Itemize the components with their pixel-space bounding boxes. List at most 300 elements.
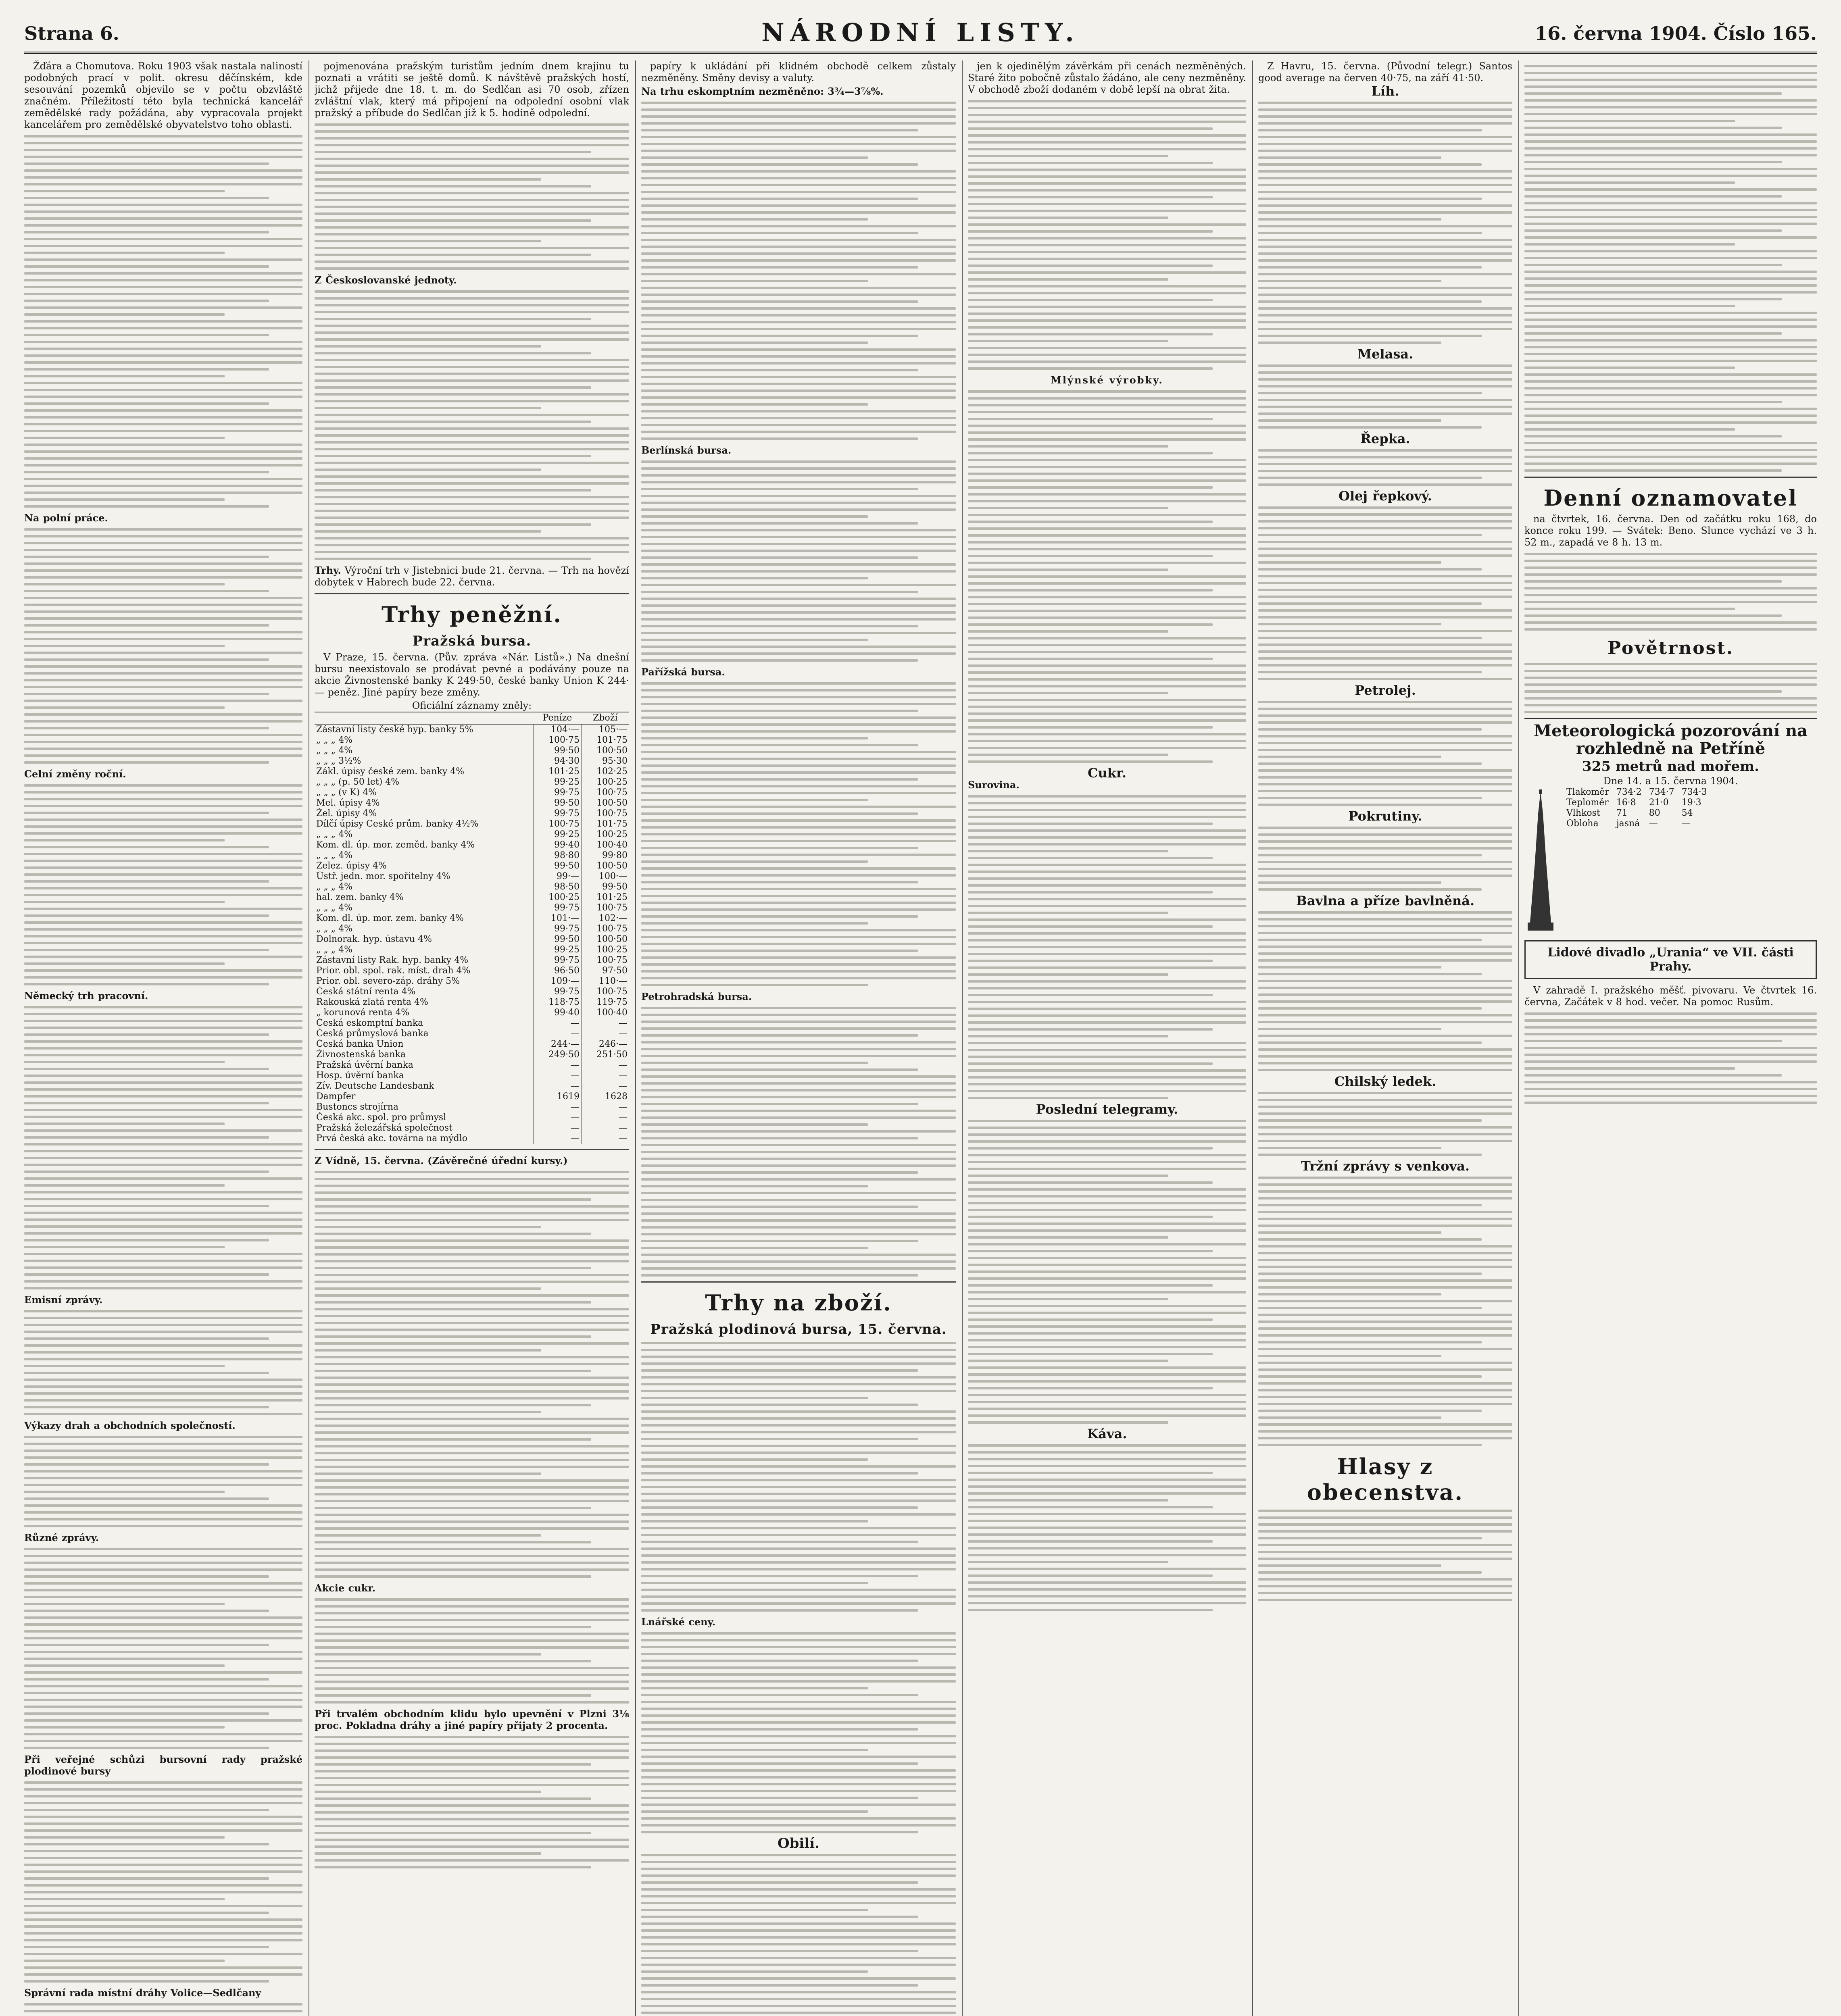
text-line xyxy=(1258,520,1512,523)
text-line xyxy=(315,1377,629,1379)
text-line xyxy=(641,840,956,842)
text-line xyxy=(1258,273,1512,275)
text-line xyxy=(641,300,918,303)
text-line xyxy=(1258,378,1512,381)
text-line xyxy=(1524,346,1817,348)
text-line xyxy=(24,375,225,377)
text-line xyxy=(1258,1564,1441,1567)
column-5 xyxy=(1258,60,1512,2016)
security-name: Mel. úpisy 4% xyxy=(316,798,380,808)
text-line xyxy=(1524,601,1817,603)
text-line xyxy=(315,1701,629,1704)
weather-value: 16·8 xyxy=(1616,798,1636,808)
text-line xyxy=(968,610,1246,612)
text-line xyxy=(968,1520,1246,1522)
text-line xyxy=(24,1719,302,1722)
text-line xyxy=(641,618,956,621)
security-name: „ „ „ 4% xyxy=(316,924,353,934)
text-line xyxy=(315,1322,629,1324)
text-line xyxy=(1258,1048,1512,1051)
text-line xyxy=(641,584,956,586)
text-line xyxy=(641,970,956,973)
text-line xyxy=(641,1027,956,1030)
text-line xyxy=(641,1854,956,1856)
text-line xyxy=(1524,367,1735,369)
text-line xyxy=(1258,575,1512,577)
text-line xyxy=(24,245,302,247)
text-block xyxy=(1258,449,1512,486)
text-line xyxy=(968,326,1246,329)
text-line xyxy=(315,1383,629,1386)
text-line xyxy=(641,915,918,918)
text-line xyxy=(968,891,1213,893)
text-line xyxy=(1524,236,1817,239)
text-line xyxy=(641,1007,956,1009)
text-line xyxy=(24,734,302,736)
text-line xyxy=(641,977,956,979)
text-line xyxy=(1524,1033,1817,1035)
text-block xyxy=(315,290,629,560)
text-line xyxy=(24,597,302,599)
text-line xyxy=(1258,776,1512,779)
text-line xyxy=(24,894,302,896)
price-cell: 99·50 xyxy=(582,882,630,892)
text-line xyxy=(315,1233,591,1235)
section-heading: Petrolej. xyxy=(1355,683,1416,698)
text-line xyxy=(968,630,1168,633)
security-name: Rakouská zlatá renta 4% xyxy=(316,997,428,1007)
text-line xyxy=(1258,769,1512,772)
text-line xyxy=(315,212,629,215)
price-cell: 246·— xyxy=(582,1039,630,1050)
text-line xyxy=(641,1362,956,1365)
text-line xyxy=(641,1110,956,1112)
text-line xyxy=(968,1229,1246,1232)
text-line xyxy=(24,1603,225,1605)
table-row xyxy=(315,945,629,955)
text-block xyxy=(315,1598,629,1704)
text-line xyxy=(1258,392,1482,394)
text-line xyxy=(315,462,629,464)
section-heading: Bavlna a příze bavlněná. xyxy=(1296,893,1475,908)
text-line xyxy=(1258,477,1482,479)
text-line xyxy=(968,1250,1213,1252)
text-line xyxy=(1524,229,1782,232)
table-row xyxy=(315,1050,629,1060)
text-line xyxy=(24,1260,302,1262)
text-line xyxy=(641,1742,956,1744)
text-line xyxy=(1524,560,1817,562)
masthead xyxy=(24,15,1817,54)
text-line xyxy=(24,1280,302,1283)
text-line xyxy=(1258,1007,1482,1010)
text-line xyxy=(24,631,302,633)
text-line xyxy=(968,196,1213,198)
text-line xyxy=(315,1472,541,1475)
text-block xyxy=(1524,663,1817,713)
text-line xyxy=(641,1694,918,1696)
text-line xyxy=(968,1133,1246,1136)
text-line xyxy=(641,867,956,870)
text-line xyxy=(968,1028,1213,1031)
text-line xyxy=(968,1236,1168,1239)
text-line xyxy=(968,1202,1246,1204)
price-cell: 99·80 xyxy=(582,850,630,861)
text-line xyxy=(968,155,1168,157)
text-line xyxy=(1524,1012,1817,1015)
text-line xyxy=(24,1450,302,1452)
text-line xyxy=(315,1507,591,1509)
text-line xyxy=(24,1399,302,1402)
text-line xyxy=(315,1653,541,1656)
text-line xyxy=(24,1637,302,1639)
text-line xyxy=(24,942,302,944)
text-line xyxy=(1258,561,1441,564)
text-line xyxy=(641,1240,918,1242)
text-line xyxy=(968,1380,1246,1383)
text-line xyxy=(24,1143,302,1145)
text-line xyxy=(315,1797,591,1800)
text-line xyxy=(641,888,956,890)
text-line xyxy=(1258,1041,1482,1044)
price-cell: 99·50 xyxy=(534,934,582,945)
price-cell: 100·75 xyxy=(582,955,630,966)
text-line xyxy=(641,163,918,166)
text-line xyxy=(968,534,1246,537)
text-line xyxy=(968,1485,1246,1488)
text-line xyxy=(641,1247,868,1249)
text-line xyxy=(1258,1599,1512,1601)
text-line xyxy=(24,1864,302,1866)
text-line xyxy=(315,254,591,256)
table-row xyxy=(315,924,629,934)
price-cell: 101·— xyxy=(534,913,582,924)
text-line xyxy=(968,548,1246,550)
text-line xyxy=(641,723,956,726)
text-line xyxy=(641,604,956,607)
security-name: Pražská úvěrní banka xyxy=(316,1060,413,1070)
text-line xyxy=(1258,300,1482,303)
text-line xyxy=(1258,589,1512,591)
text-line xyxy=(1258,294,1512,296)
text-line xyxy=(1524,697,1817,700)
text-line xyxy=(1258,406,1512,408)
text-line xyxy=(641,598,956,600)
text-line xyxy=(641,1137,918,1139)
text-line xyxy=(24,1061,225,1063)
price-cell: 119·75 xyxy=(582,997,630,1008)
text-line xyxy=(968,1083,1246,1085)
table-row xyxy=(315,903,629,913)
text-line xyxy=(641,1151,956,1153)
text-line xyxy=(641,936,956,938)
text-line xyxy=(24,727,269,729)
text-line xyxy=(1258,1523,1512,1526)
column-3 xyxy=(641,60,956,2016)
text-line xyxy=(1258,184,1512,186)
text-line xyxy=(24,921,302,924)
text-block xyxy=(315,1736,629,1868)
text-line xyxy=(24,1822,302,1825)
text-line xyxy=(1258,371,1512,374)
text-line xyxy=(1524,421,1817,424)
text-line xyxy=(641,1486,956,1488)
text-line xyxy=(641,1445,956,1447)
text-line xyxy=(968,1049,1246,1051)
text-line xyxy=(1258,1423,1512,1426)
text-line xyxy=(315,1274,629,1276)
price-cell: 100·25 xyxy=(582,777,630,787)
text-line xyxy=(1258,1245,1512,1248)
text-line xyxy=(641,1602,956,1605)
price-cell: 100·40 xyxy=(582,1008,630,1018)
price-cell: 99·75 xyxy=(534,924,582,934)
text-line xyxy=(315,1397,629,1400)
text-line xyxy=(641,1452,956,1454)
text-line xyxy=(315,537,629,539)
text-line xyxy=(1524,298,1782,300)
text-line xyxy=(1524,175,1817,177)
text-line xyxy=(1258,987,1512,989)
table-row xyxy=(315,787,629,798)
text-line xyxy=(968,884,1246,887)
text-line xyxy=(641,591,918,593)
table-row xyxy=(315,724,629,735)
text-line xyxy=(968,411,1246,413)
table-row xyxy=(315,987,629,997)
text-line xyxy=(968,1062,1213,1065)
text-line xyxy=(968,685,1246,687)
text-line xyxy=(968,616,1246,619)
text-line xyxy=(24,528,302,531)
text-line xyxy=(968,1161,1246,1163)
text-line xyxy=(641,1991,956,1993)
text-line xyxy=(968,438,1246,441)
text-line xyxy=(968,1346,1246,1348)
text-line xyxy=(968,816,1246,818)
text-line xyxy=(315,1736,629,1738)
price-cell: 104·— xyxy=(534,724,582,735)
price-cell: 96·50 xyxy=(534,966,582,976)
text-line xyxy=(641,1660,918,1662)
text-line xyxy=(968,100,1246,102)
text-line xyxy=(641,696,956,698)
price-cell: 102·— xyxy=(582,913,630,924)
text-line xyxy=(968,452,1213,454)
table-row xyxy=(315,746,629,756)
text-line xyxy=(315,1852,541,1855)
text-line xyxy=(641,556,918,559)
text-line xyxy=(1258,644,1512,646)
weather-value: 19·3 xyxy=(1681,798,1701,808)
text-line xyxy=(641,1164,956,1167)
text-line xyxy=(315,516,629,519)
text-line xyxy=(968,589,1213,591)
price-cell: 100·75 xyxy=(534,819,582,829)
section-heading: Surovina. xyxy=(968,779,1020,791)
text-line xyxy=(641,474,956,477)
text-line xyxy=(315,311,629,313)
text-line xyxy=(641,1123,868,1126)
text-line xyxy=(1258,342,1441,344)
text-line xyxy=(641,1431,956,1433)
text-line xyxy=(641,1769,956,1772)
text-line xyxy=(315,455,591,457)
text-line xyxy=(641,1541,918,1543)
text-line xyxy=(968,189,1246,192)
price-cell: 100·75 xyxy=(582,924,630,934)
section-heading: Poslední telegramy. xyxy=(1036,1102,1178,1117)
text-line xyxy=(24,880,269,883)
text-line xyxy=(1258,1585,1512,1587)
text-block xyxy=(641,682,956,986)
text-line xyxy=(1258,554,1512,557)
price-cell: 101·75 xyxy=(582,819,630,829)
text-line xyxy=(24,1925,302,1928)
text-block xyxy=(24,2003,302,2016)
column-2 xyxy=(315,60,629,2016)
text-line xyxy=(968,877,1246,880)
text-line xyxy=(1258,108,1512,111)
text-line xyxy=(1258,259,1512,262)
text-line xyxy=(1258,287,1512,289)
section-heading: Výkazy drah a obchodních společností. xyxy=(24,1420,236,1431)
text-line xyxy=(968,223,1246,226)
text-line xyxy=(1524,360,1817,362)
text-line xyxy=(24,1379,302,1381)
text-line xyxy=(315,290,629,293)
text-line xyxy=(641,335,918,337)
text-line xyxy=(968,1588,1246,1591)
text-line xyxy=(24,798,302,800)
text-line xyxy=(315,1219,629,1221)
text-line xyxy=(1258,609,1512,612)
text-line xyxy=(968,306,1246,308)
text-line xyxy=(24,604,302,606)
security-name: Pražská železářská společnost xyxy=(316,1123,452,1133)
text-line xyxy=(968,871,1246,873)
text-line xyxy=(315,247,629,249)
section-heading: Líh. xyxy=(1371,83,1399,99)
text-line xyxy=(1258,307,1512,310)
divider xyxy=(641,1281,956,1283)
section-heading: Německý trh pracovní. xyxy=(24,990,148,1002)
table-row xyxy=(315,766,629,777)
text-line xyxy=(24,617,302,620)
text-line xyxy=(641,129,918,131)
weather-value: — xyxy=(1649,818,1658,829)
text-line xyxy=(968,1401,1246,1403)
issue-date: 16. června 1904. Číslo 165. xyxy=(1535,23,1817,44)
text-line xyxy=(1258,1368,1512,1371)
text-line xyxy=(1258,1416,1441,1419)
text-line xyxy=(24,1484,302,1486)
text-line xyxy=(1258,191,1512,193)
text-block xyxy=(24,135,302,508)
text-line xyxy=(1258,1028,1441,1030)
text-line xyxy=(1524,594,1817,596)
text-line xyxy=(24,471,269,473)
text-line xyxy=(1258,1551,1512,1553)
text-line xyxy=(641,1810,868,1813)
text-line xyxy=(1258,211,1512,214)
text-line xyxy=(1258,177,1512,179)
text-line xyxy=(315,1804,629,1807)
page-number: Strana 6. xyxy=(24,23,119,44)
text-line xyxy=(968,1056,1246,1058)
text-line xyxy=(315,1859,629,1862)
price-cell: 99·50 xyxy=(534,746,582,756)
text-line xyxy=(24,686,302,688)
text-line xyxy=(1524,202,1817,204)
text-line xyxy=(641,280,868,282)
text-line xyxy=(968,1284,1213,1287)
section-heading: Obilí. xyxy=(778,1835,819,1851)
text-line xyxy=(24,1436,302,1438)
text-line xyxy=(1258,1211,1512,1213)
text-line xyxy=(968,203,1246,205)
text-line xyxy=(315,1342,629,1345)
text-line xyxy=(1524,305,1735,307)
text-line xyxy=(1258,1341,1482,1343)
text-line xyxy=(315,1633,629,1635)
text-line xyxy=(1524,387,1817,389)
text-line xyxy=(1258,868,1512,870)
weather-altitude: 325 metrů nad mořem. xyxy=(1582,758,1759,775)
text-line xyxy=(641,259,956,262)
table-header-cell: Peníze xyxy=(534,712,582,724)
text-line xyxy=(315,1605,629,1608)
text-line xyxy=(968,169,1246,171)
text-line xyxy=(1524,188,1817,191)
text-line xyxy=(641,1472,918,1475)
text-line xyxy=(1524,154,1817,156)
text-line xyxy=(641,1034,918,1037)
price-cell: 100·75 xyxy=(582,808,630,819)
text-line xyxy=(1258,1320,1512,1323)
table-header-cell xyxy=(315,712,534,724)
text-line xyxy=(315,338,629,341)
text-line xyxy=(1524,312,1817,314)
text-block xyxy=(968,100,1246,370)
text-line xyxy=(24,935,302,937)
text-line xyxy=(968,905,1246,907)
text-line xyxy=(968,1421,1168,1424)
text-line xyxy=(24,1013,302,1015)
text-line xyxy=(641,943,956,945)
text-line xyxy=(24,1218,302,1221)
price-cell: — xyxy=(534,1060,582,1070)
text-line xyxy=(24,1123,225,1125)
text-line xyxy=(1524,414,1817,417)
text-line xyxy=(1524,271,1817,273)
security-name: „ korunová renta 4% xyxy=(316,1008,410,1018)
price-cell: — xyxy=(534,1018,582,1029)
text-line xyxy=(1258,1279,1512,1282)
text-line xyxy=(1258,335,1482,337)
text-line xyxy=(24,1733,302,1735)
text-line xyxy=(315,400,629,402)
text-line xyxy=(641,1735,956,1737)
text-line xyxy=(1258,630,1512,632)
price-cell: — xyxy=(582,1029,630,1039)
text-line xyxy=(24,210,302,213)
text-line xyxy=(24,334,269,336)
text-line xyxy=(1258,1558,1512,1560)
text-block xyxy=(24,1310,302,1415)
weather-label: Tlakoměr xyxy=(1566,787,1609,797)
price-cell: — xyxy=(534,1112,582,1123)
